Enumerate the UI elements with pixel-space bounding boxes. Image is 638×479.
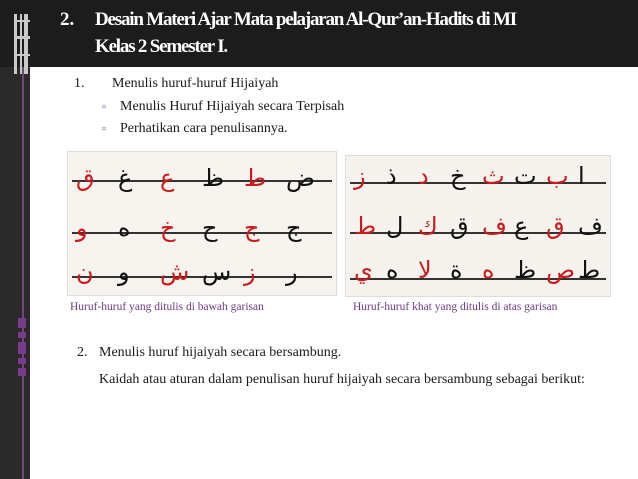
handwriting-image-right [345,155,611,297]
arabic-letter: ث [482,162,505,190]
arabic-letter: ب [546,162,569,190]
arabic-letter: ه [482,256,495,284]
deco-bar [24,14,28,74]
deco-bar [14,14,17,74]
sub-item-label: Menulis Huruf Hijaiyah secara Terpisah [120,99,345,114]
arabic-letter: ا [578,162,585,190]
arabic-letter: ق [546,212,565,240]
purple-bar [18,358,26,364]
arabic-letter: لا [418,256,432,284]
left-image-caption: Huruf-huruf yang ditulis di bawah garisan [70,301,264,313]
slide-title [60,6,620,60]
arabic-letter: غ [118,164,133,192]
bullet-icon: ▫ [102,101,106,113]
paragraph: Kaidah atau aturan dalam penulisan huruf hijaiyah secara bersambung sebagai berikut: [99,372,585,387]
arabic-letter: ه [118,214,131,242]
arabic-letter: ح [202,214,218,242]
arabic-letter: ط [354,212,377,240]
arabic-letter: ز [354,162,366,190]
arabic-letter: ط [578,256,601,284]
arabic-letter: ت [514,162,537,190]
sub-item-1 [102,99,344,115]
bullet-icon: ▫ [102,123,106,135]
arabic-letter: ع [514,212,529,240]
arabic-letter: ض [286,164,316,192]
arabic-letter: و [76,214,88,242]
purple-bar [18,332,26,338]
arabic-letter: ز [244,258,256,286]
title-number: 2. [60,9,75,30]
sub-item-label: Perhatikan cara penulisannya. [120,121,288,136]
deco-bar [14,36,30,39]
sub-item-2 [102,121,288,137]
title-text-1: Desain Materi Ajar Mata pelajaran Al-Qur’an-Hadits di MI [95,9,516,30]
arabic-letter: خ [160,214,176,242]
arabic-letter: خ [450,162,466,190]
purple-bar [18,318,26,328]
list-label: Menulis huruf hijaiyah secara bersambung. [99,345,342,360]
list-label: Menulis huruf-huruf Hijaiyah [112,76,279,91]
arabic-letter: ج [244,214,260,242]
arabic-letter: ظ [514,256,537,284]
arabic-letter: س [202,258,232,286]
purple-bar [18,342,26,354]
corner-decoration [14,14,30,74]
arabic-letter: ف [578,212,603,240]
arabic-letter: ج [286,214,302,242]
purple-bars [14,318,28,378]
arabic-letter: و [118,258,130,286]
arabic-letter: ق [76,164,95,192]
arabic-letter: ط [244,164,267,192]
left-rail [0,67,30,479]
arabic-letter: ذ [386,162,397,190]
rail-line [22,67,24,479]
arabic-letter: ع [160,164,175,192]
list-item-1 [74,76,278,92]
purple-bar [18,368,26,376]
arabic-letter: ق [450,212,469,240]
list-item-2 [77,345,341,361]
deco-bar [14,20,30,22]
list-number: 1. [74,76,85,91]
title-line-1 [60,6,620,33]
arabic-letter: ل [386,212,404,240]
title-line-2: Kelas 2 Semester I. [95,36,227,57]
arabic-letter: ي [354,256,373,284]
arabic-letter: ه [386,256,399,284]
arabic-letter: ش [160,258,190,286]
arabic-letter: ظ [202,164,225,192]
arabic-letter: ر [286,258,298,286]
list-number: 2. [77,345,88,360]
handwriting-image-left [67,151,337,296]
arabic-letter: ص [546,256,576,284]
arabic-letter: د [418,162,429,190]
arabic-letter: ك [418,212,438,240]
arabic-letter: ف [482,212,507,240]
deco-bar [14,54,30,56]
arabic-letter: ة [450,256,463,284]
right-image-caption: Huruf-huruf khat yang ditulis di atas garisan [353,301,558,313]
arabic-letter: ن [76,258,94,286]
deco-bar [20,14,22,74]
